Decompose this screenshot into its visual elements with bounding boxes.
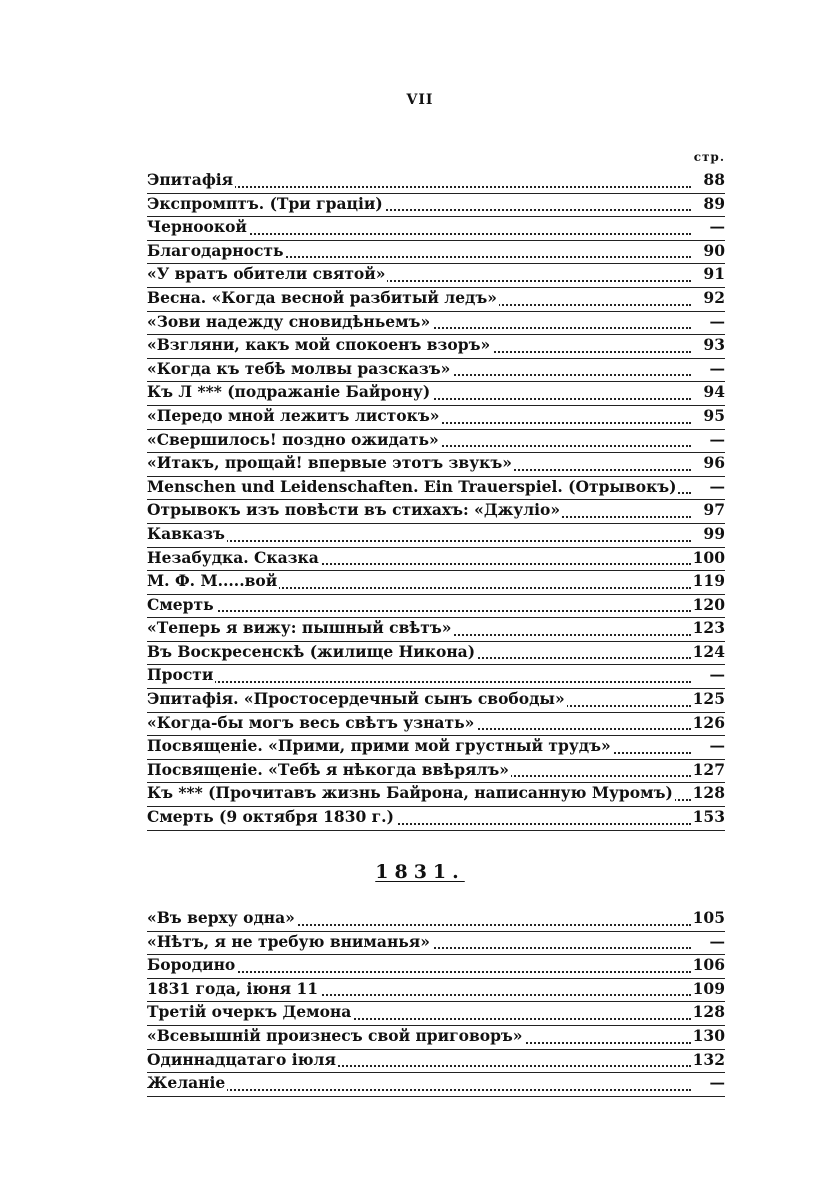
toc-section-1830 xyxy=(147,170,725,831)
toc-entry xyxy=(147,548,725,572)
toc-entry-page: 132 xyxy=(692,1049,725,1069)
toc-entry xyxy=(147,1002,725,1026)
toc-entry-page: 125 xyxy=(692,689,725,709)
toc-entry xyxy=(147,713,725,737)
toc-entry-page: 88 xyxy=(691,170,725,190)
toc-entry xyxy=(147,1050,725,1074)
toc-entry xyxy=(147,500,725,524)
toc-entry xyxy=(147,1073,725,1097)
toc-entry-title: «У вратъ обители святой» xyxy=(147,264,386,284)
toc-entry xyxy=(147,382,725,406)
toc-entry xyxy=(147,979,725,1003)
toc-entry-title: Желаніе xyxy=(147,1073,226,1093)
toc-entry xyxy=(147,783,725,807)
toc-entry-page: 95 xyxy=(691,406,725,426)
page-column-header: стр. xyxy=(693,150,725,164)
toc-entry-title: «Итакъ, прощай! впервые этотъ звукъ» xyxy=(147,453,512,473)
toc-entry xyxy=(147,453,725,477)
toc-entry xyxy=(147,736,725,760)
toc-entry-page: 124 xyxy=(692,641,725,661)
dot-leader xyxy=(147,610,691,612)
toc-entry-title: Эпитафія. «Простосердечный сынъ свободы» xyxy=(147,689,565,709)
toc-entry xyxy=(147,932,725,956)
toc-entry-page: — xyxy=(691,477,725,497)
toc-entry-title: «Взгляни, какъ мой спокоенъ взоръ» xyxy=(147,335,491,355)
toc-entry xyxy=(147,312,725,336)
dot-leader xyxy=(147,540,691,542)
toc-entry-title: Отрывокъ изъ повѣсти въ стихахъ: «Джуліо» xyxy=(147,500,561,520)
toc-entry-title: «Теперь я вижу: пышный свѣтъ» xyxy=(147,618,452,638)
toc-entry xyxy=(147,194,725,218)
toc-entry-title: «Нѣтъ, я не требую вниманья» xyxy=(147,931,430,951)
toc-entry-page: 97 xyxy=(691,500,725,520)
toc-entry xyxy=(147,642,725,666)
toc-entry-title: Прости xyxy=(147,665,214,685)
toc-entry-title: Черноокой xyxy=(147,217,247,237)
toc-entry-page: 128 xyxy=(692,783,725,803)
toc-entry-page: 128 xyxy=(692,1002,725,1022)
toc-entry-page: 100 xyxy=(692,547,725,567)
toc-entry-page: — xyxy=(691,359,725,379)
toc-entry xyxy=(147,477,725,501)
toc-entry xyxy=(147,665,725,689)
toc-entry-title: Кавказъ xyxy=(147,523,225,543)
toc-entry-title: Посвященіе. «Тебѣ я нѣкогда ввѣрялъ» xyxy=(147,759,509,779)
toc-entry xyxy=(147,524,725,548)
toc-entry-title: Посвященіе. «Прими, прими мой грустный трудъ» xyxy=(147,736,611,756)
toc-entry-title: Одиннадцатаго іюля xyxy=(147,1049,336,1069)
toc-entry xyxy=(147,359,725,383)
toc-entry xyxy=(147,241,725,265)
toc-entry-page: — xyxy=(691,430,725,450)
toc-entry xyxy=(147,595,725,619)
toc-entry-title: Смерть (9 октября 1830 г.) xyxy=(147,807,394,827)
toc-entry-title: Благодарность xyxy=(147,240,284,260)
dot-leader xyxy=(147,1089,691,1091)
toc-entry-page: — xyxy=(691,217,725,237)
toc-entry-page: 106 xyxy=(692,955,725,975)
toc-entry-title: «Свершилось! поздно ожидать» xyxy=(147,429,439,449)
toc-entry-page: 130 xyxy=(692,1025,725,1045)
toc-entry-title: «Когда-бы могъ весь свѣтъ узнать» xyxy=(147,712,475,732)
toc-entry xyxy=(147,217,725,241)
toc-entry xyxy=(147,335,725,359)
toc-entry-title: Menschen und Leidenschaften. Ein Trauerspiel. (Отрывокъ) xyxy=(147,476,677,496)
toc-entry-page: 153 xyxy=(692,807,725,827)
toc-entry xyxy=(147,955,725,979)
dot-leader xyxy=(147,681,691,683)
section-year-label: 1831. xyxy=(375,861,465,883)
toc-entry-title: «Всевышній произнесъ свой приговоръ» xyxy=(147,1025,523,1045)
toc-entry xyxy=(147,288,725,312)
toc-entry xyxy=(147,1026,725,1050)
toc-entry-page: — xyxy=(691,312,725,332)
toc-entry xyxy=(147,618,725,642)
toc-entry-title: Смерть xyxy=(147,594,214,614)
toc-entry-page: 99 xyxy=(691,524,725,544)
toc-entry xyxy=(147,571,725,595)
toc-entry-title: Бородино xyxy=(147,955,236,975)
toc-entry-page: — xyxy=(691,665,725,685)
toc-entry-page: 126 xyxy=(692,712,725,732)
toc-entry-title: «Въ верху одна» xyxy=(147,908,295,927)
page-number: VII xyxy=(406,92,434,108)
toc-entry-title: Незабудка. Сказка xyxy=(147,547,319,567)
toc-entry-page: — xyxy=(691,1073,725,1093)
toc-entry-page: — xyxy=(691,932,725,952)
toc-entry-title: Въ Воскресенскѣ (жилище Никона) xyxy=(147,641,476,661)
toc-entry-page: 90 xyxy=(691,241,725,261)
toc-entry-page: 109 xyxy=(692,978,725,998)
toc-entry xyxy=(147,406,725,430)
toc-section-1831 xyxy=(147,908,725,1097)
toc-entry-page: 127 xyxy=(692,759,725,779)
toc-entry-page: 96 xyxy=(691,453,725,473)
toc-entry xyxy=(147,430,725,454)
toc-entry-page: 123 xyxy=(692,618,725,638)
toc-entry xyxy=(147,170,725,194)
toc-entry-title: Весна. «Когда весной разбитый ледъ» xyxy=(147,287,497,307)
toc-entry-title: «Передо мной лежитъ листокъ» xyxy=(147,405,440,425)
toc-entry-page: — xyxy=(691,736,725,756)
toc-entry-page: 89 xyxy=(691,194,725,214)
toc-entry-title: «Зови надежду сновидѣньемъ» xyxy=(147,311,431,331)
toc-entry-title: Третій очеркъ Демона xyxy=(147,1002,352,1022)
toc-entry xyxy=(147,264,725,288)
toc-entry xyxy=(147,760,725,784)
toc-entry-title: М. Ф. М.....вой xyxy=(147,571,278,591)
toc-entry-title: «Когда къ тебѣ молвы разсказъ» xyxy=(147,358,451,378)
toc-entry-page: 91 xyxy=(691,264,725,284)
toc-entry-title: Къ *** (Прочитавъ жизнь Байрона, написанную Муромъ) xyxy=(147,783,673,803)
toc-entry-title: Экспромптъ. (Три граціи) xyxy=(147,193,383,213)
toc-entry-page: 92 xyxy=(691,288,725,308)
toc-entry-page: 94 xyxy=(691,382,725,402)
toc-entry xyxy=(147,689,725,713)
toc-entry xyxy=(147,908,725,932)
toc-entry-page: 105 xyxy=(692,908,725,927)
toc-entry-page: 120 xyxy=(692,594,725,614)
toc-entry-title: Къ Л *** (подражаніе Байрону) xyxy=(147,382,431,402)
toc-entry-page: 93 xyxy=(691,335,725,355)
toc-entry-title: Эпитафія xyxy=(147,170,234,189)
toc-entry-title: 1831 года, іюня 11 xyxy=(147,978,319,998)
toc-entry-page: 119 xyxy=(692,571,725,591)
section-heading-1831 xyxy=(0,861,840,883)
toc-entry xyxy=(147,807,725,831)
